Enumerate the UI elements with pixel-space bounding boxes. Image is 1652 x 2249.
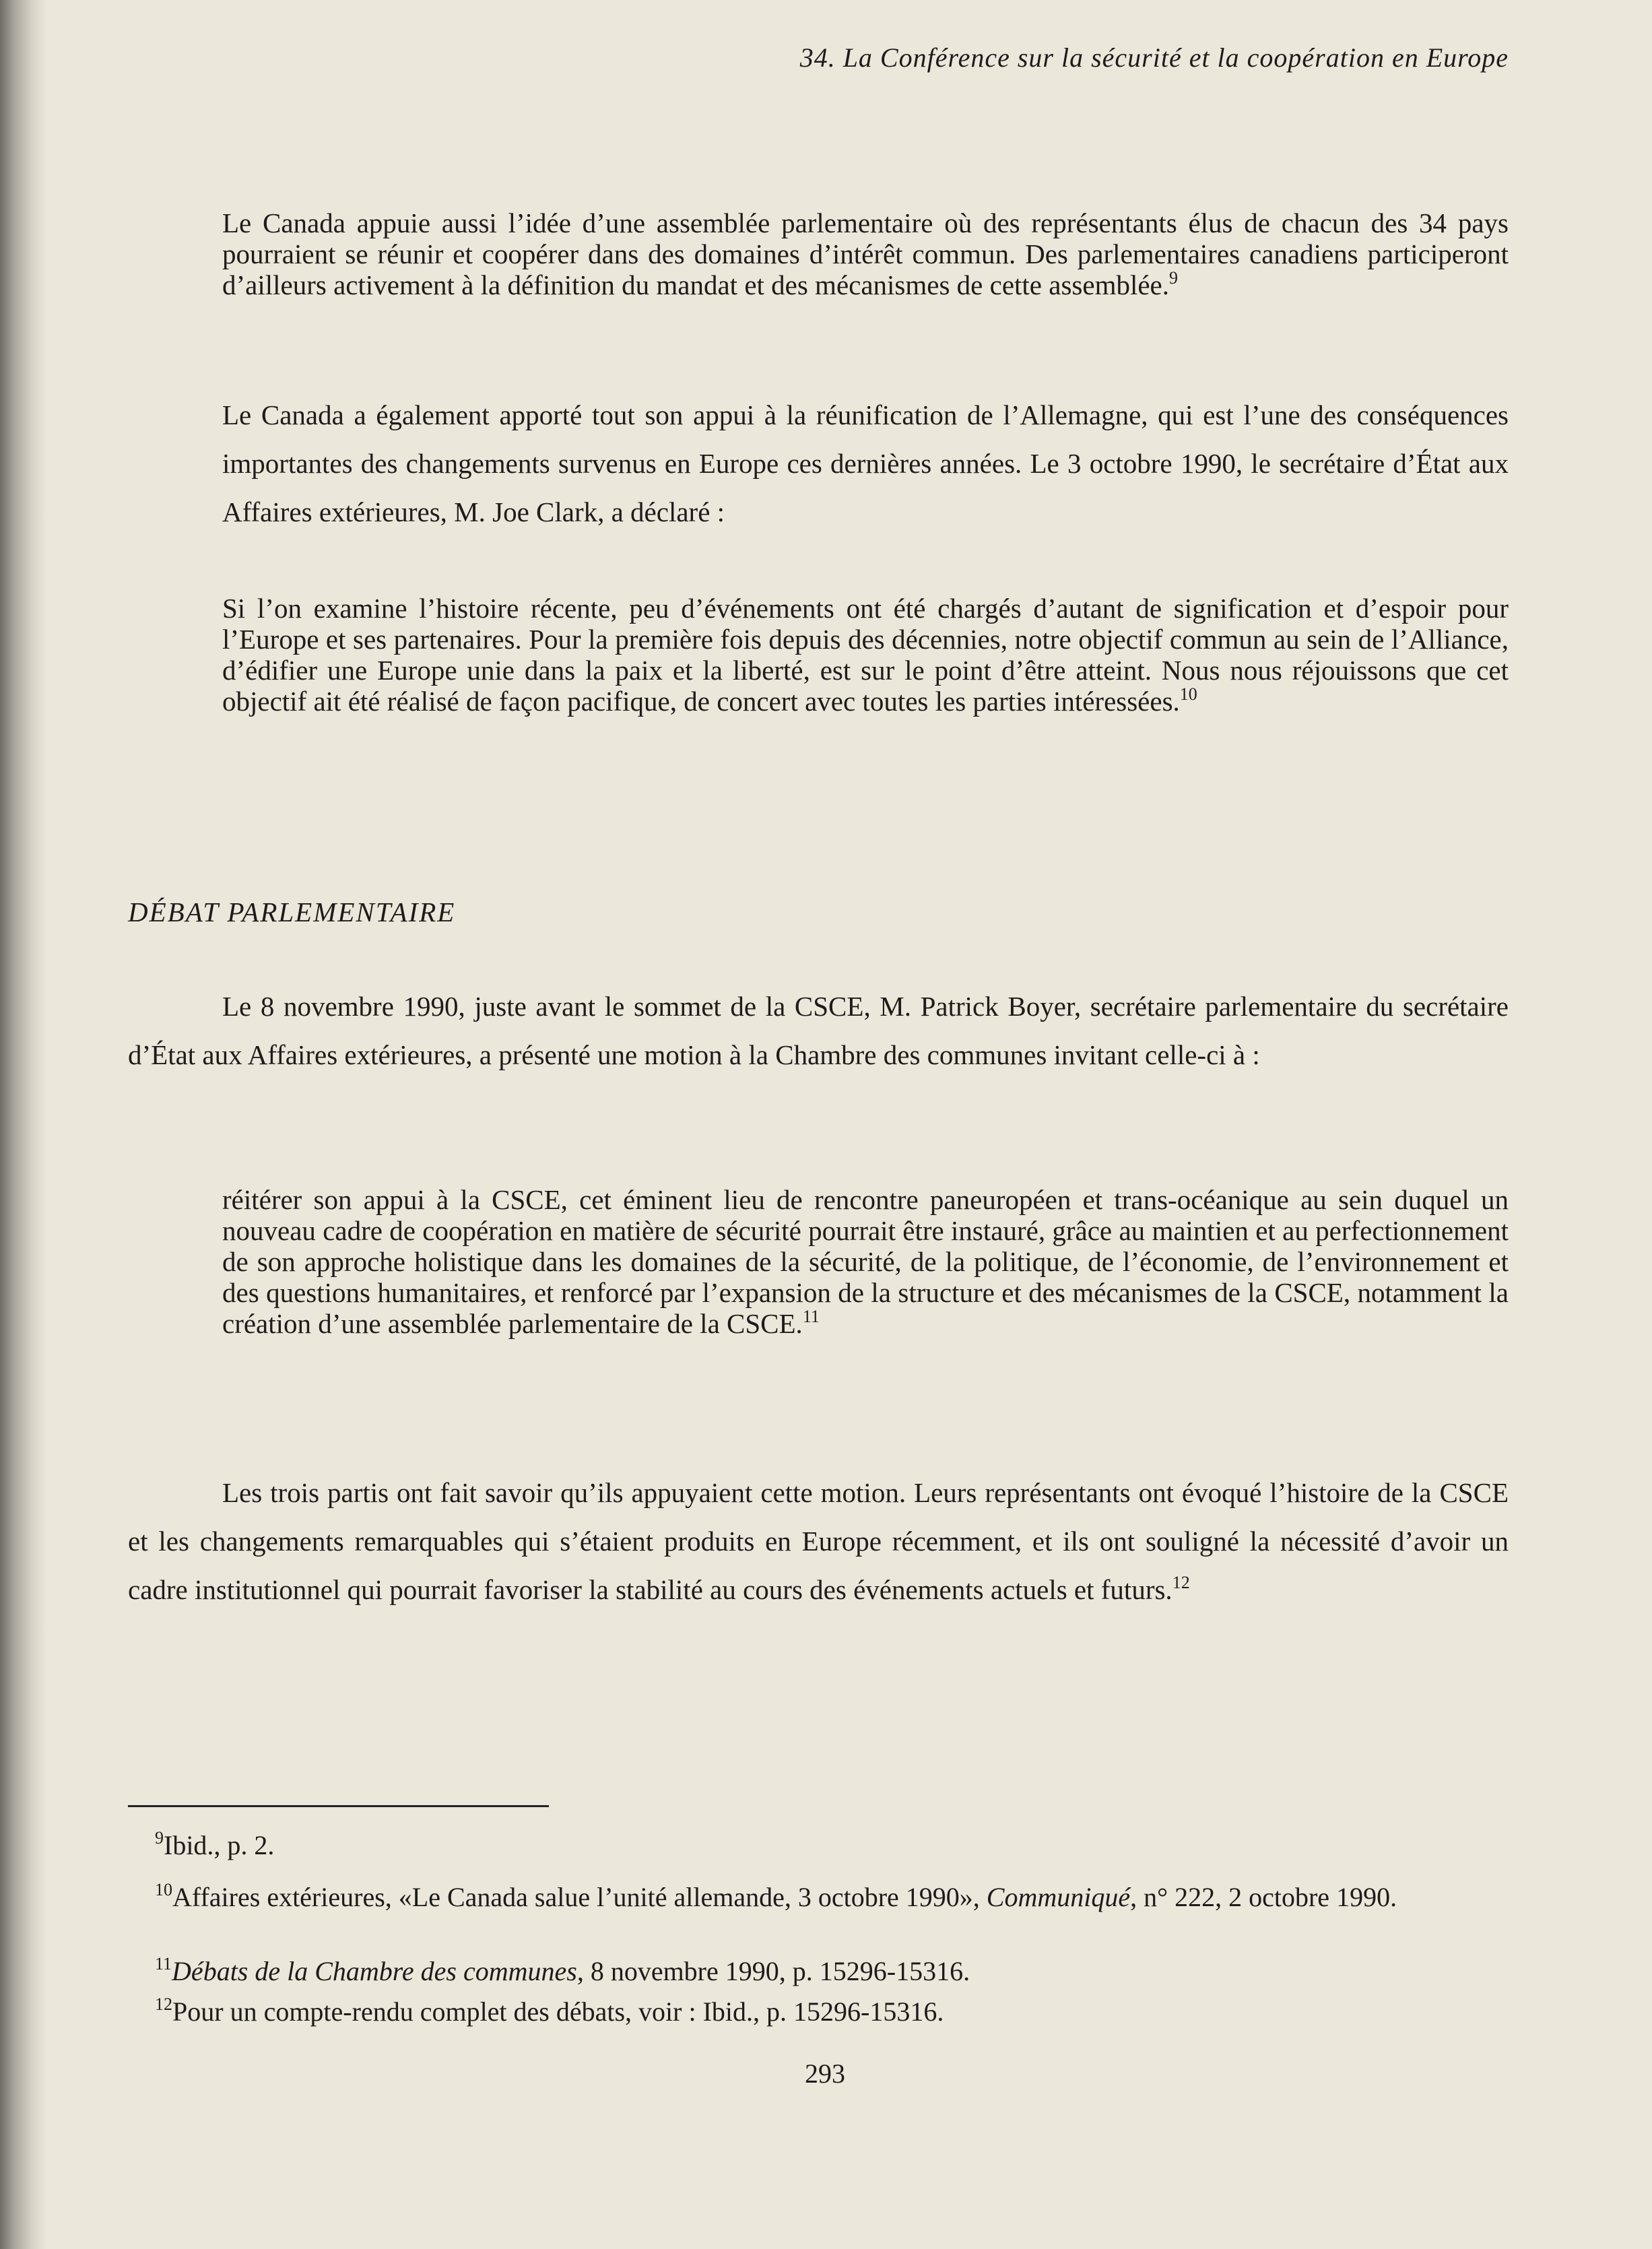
- paragraph-motion: Le 8 novembre 1990, juste avant le sommet de la CSCE, M. Patrick Boyer, secrétaire parlementaire du secrétaire d’État aux Affaires extérieures, a présenté une motion à la Chambre des communes invitant celle-ci à :: [128, 991, 1509, 1070]
- section-heading: DÉBAT PARLEMENTAIRE: [128, 897, 456, 927]
- footnote-italic: Débats de la Chambre des communes: [172, 1956, 577, 1986]
- footnote-text-after: , n° 222, 2 octobre 1990.: [1130, 1882, 1397, 1912]
- footnote-ref-9: 9: [1169, 268, 1178, 288]
- footnote-mark: 9: [155, 1828, 164, 1848]
- footnote-mark: 10: [155, 1880, 172, 1899]
- footnote-mark: 12: [155, 1994, 172, 2014]
- footnote-separator: [128, 1805, 549, 1807]
- footnote-text: Ibid., p. 2.: [164, 1830, 275, 1860]
- footnote-ref-11: 11: [802, 1307, 820, 1326]
- footnote-12: [128, 1994, 1535, 2027]
- footnote-11: [128, 1954, 1535, 1986]
- page-number: 293: [805, 2058, 845, 2089]
- footnote-10: [128, 1880, 1509, 1912]
- running-header: 34. La Conférence sur la sécurité et la coopération en Europe: [799, 42, 1509, 73]
- footnote-text: Affaires extérieures, «Le Canada salue l’unité allemande, 3 octobre 1990»,: [172, 1882, 987, 1912]
- quotation-text: réitérer son appui à la CSCE, cet éminent lieu de rencontre paneuropéen et trans-océanique au sein duquel un nouveau cadre de coopération en matière de sécurité pourrait être instauré, grâce au maintien et au perfectionnement de son approche holistique dans les domaines de la sécurité, de la politique, de l’économie, de l’environnement et des questions humanitaires, et renforcé par l’expansion de la structure et des mécanismes de la CSCE, notamment la création d’une assemblée parlementaire de la CSCE.: [222, 1184, 1509, 1339]
- paragraph-partis: [128, 1468, 1509, 1614]
- quotation-clark: [222, 593, 1509, 717]
- footnote-text: Pour un compte-rendu complet des débats, voir : Ibid., p. 15296-15316.: [172, 1996, 944, 2027]
- footnote-italic: Communiqué: [986, 1882, 1131, 1912]
- footnote-ref-10: 10: [1179, 684, 1197, 704]
- footnote-9: [128, 1828, 1535, 1860]
- quotation-text: Si l’on examine l’histoire récente, peu d’événements ont été chargés d’autant de signification et d’espoir pour l’Europe et ses partenaires. Pour la première fois depuis des décennies, notre objectif commun au sein de l’Alliance, d’édifier une Europe unie dans la paix et la liberté, est sur le point d’être atteint. Nous nous réjouissons que cet objectif ait été réalisé de façon pacifique, de concert avec toutes les parties intéressées.: [222, 593, 1509, 717]
- paragraph-allemagne: Le Canada a également apporté tout son appui à la réunification de l’Allemagne, qui est l’une des conséquences importantes des changements survenus en Europe ces dernières années. Le 3 octobre 1990, le secrétaire d’État aux Affaires extérieures, M. Joe Clark, a déclaré :: [222, 399, 1509, 527]
- footnote-text-after: , 8 novembre 1990, p. 15296-15316.: [576, 1956, 970, 1986]
- footnote-ref-12: 12: [1172, 1573, 1190, 1592]
- paragraph-text: Les trois partis ont fait savoir qu’ils appuyaient cette motion. Leurs représentants ont évoqué l’histoire de la CSCE et les changements remarquables qui s’étaient produits en Europe récemment, et ils ont souligné la nécessité d’avoir un cadre institutionnel qui pourrait favoriser la stabilité au cours des événements actuels et futurs.: [128, 1477, 1509, 1605]
- footnote-mark: 11: [155, 1954, 172, 1974]
- quotation-motion: [222, 1184, 1509, 1339]
- paragraph-text: Le Canada appuie aussi l’idée d’une assemblée parlementaire où des représentants élus de chacun des 34 pays pourraient se réunir et coopérer dans des domaines d’intérêt commun. Des parlementaires canadiens participeront d’ailleurs activement à la définition du mandat et des mécanismes de cette assemblée.: [222, 207, 1509, 300]
- paragraph-assemblee: [222, 207, 1509, 300]
